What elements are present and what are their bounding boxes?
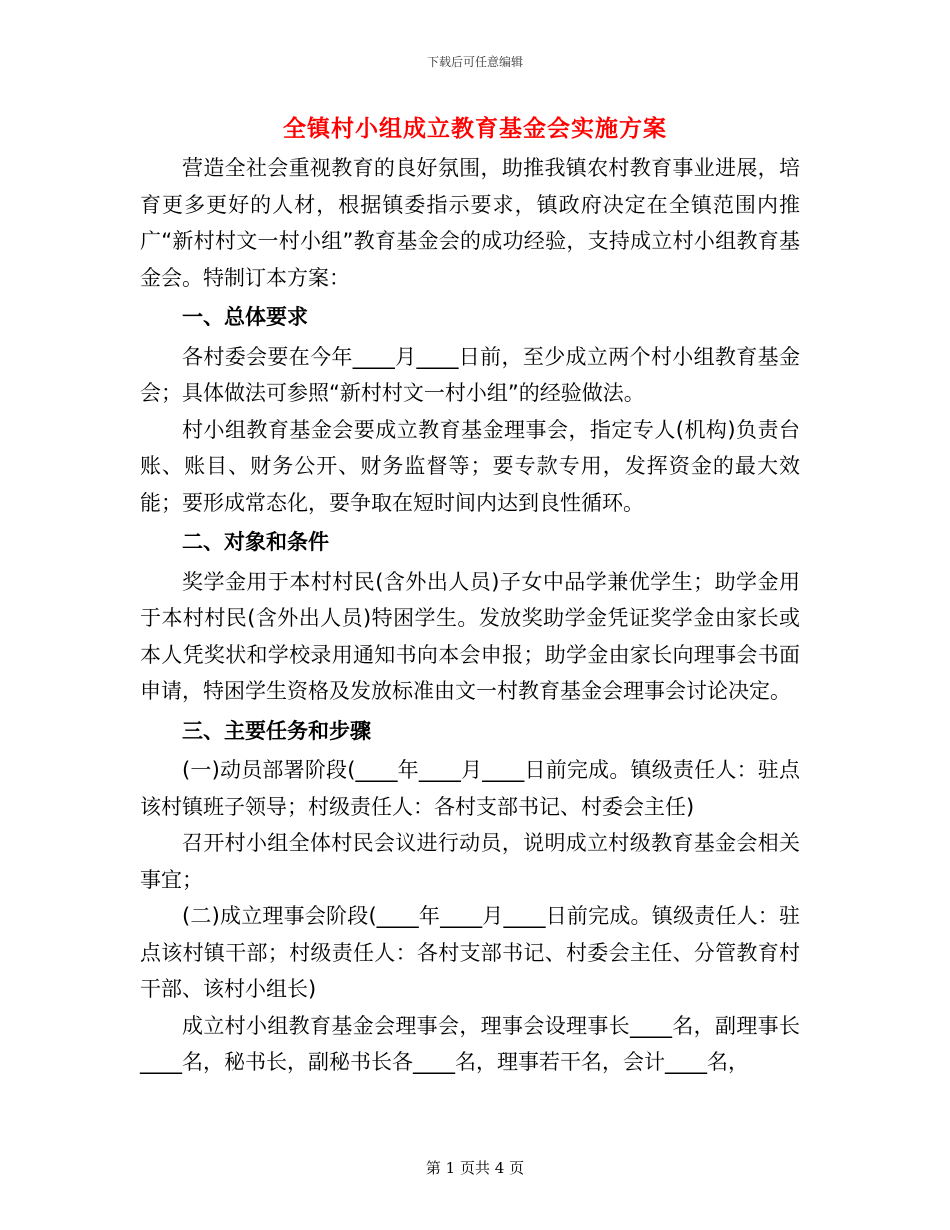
document-title: 全镇村小组成立教育基金会实施方案: [283, 116, 667, 142]
section-1-heading: 一、总体要求: [182, 305, 308, 329]
intro-paragraph: 营造全社会重视教育的良好氛围，助推我镇农村教育事业进展，培育更多更好的人材，根据镇委指示要求，镇政府决定在全镇范围内推广“新村村文一村小组”教育基金会的成功经验，支持成立村小组教育基金会。特制订本方案：: [140, 156, 800, 290]
section-3-paragraph-1: (一)动员部署阶段(____年____月____日前完成。镇级责任人：驻点该村镇班子领导；村级责任人：各村支部书记、村委会主任): [140, 758, 800, 819]
section-1-paragraph-1: 各村委会要在今年____月____日前，至少成立两个村小组教育基金会；具体做法可参照“新村村文一村小组”的经验做法。: [140, 344, 800, 405]
page-footer: 第 1 页共 4 页: [425, 1159, 525, 1177]
page-header: 下载后可任意编辑: [426, 55, 523, 69]
section-3-paragraph-2: 召开村小组全体村民会议进行动员，说明成立村级教育基金会相关事宜；: [140, 831, 800, 892]
document-body: [140, 150, 800, 1081]
section-2-heading: 二、对象和条件: [182, 530, 329, 554]
section-3-heading: 三、主要任务和步骤: [182, 718, 371, 743]
section-2-paragraph-1: 奖学金用于本村村民(含外出人员)子女中品学兼优学生；助学金用于本村村民(含外出人员)特困学生。发放奖助学金凭证奖学金由家长或本人凭奖状和学校录用通知书向本会申报；助学金由家长向理事会书面申请，特困学生资格及发放标准由文一村教育基金会理事会讨论决定。: [140, 569, 800, 703]
section-3-paragraph-4: 成立村小组教育基金会理事会，理事会设理事长____名，副理事长____名，秘书长，副秘书长各____名，理事若干名，会计____名，: [140, 1013, 800, 1074]
section-3-paragraph-3: (二)成立理事会阶段(____年____月____日前完成。镇级责任人：驻点该村镇干部；村级责任人：各村支部书记、村委会主任、分管教育村干部、该村小组长): [140, 904, 800, 1001]
section-1-paragraph-2: 村小组教育基金会要成立教育基金理事会，指定专人(机构)负责台账、账目、财务公开、财务监督等；要专款专用，发挥资金的最大效能；要形成常态化，要争取在短时间内达到良性循环。: [140, 417, 800, 515]
